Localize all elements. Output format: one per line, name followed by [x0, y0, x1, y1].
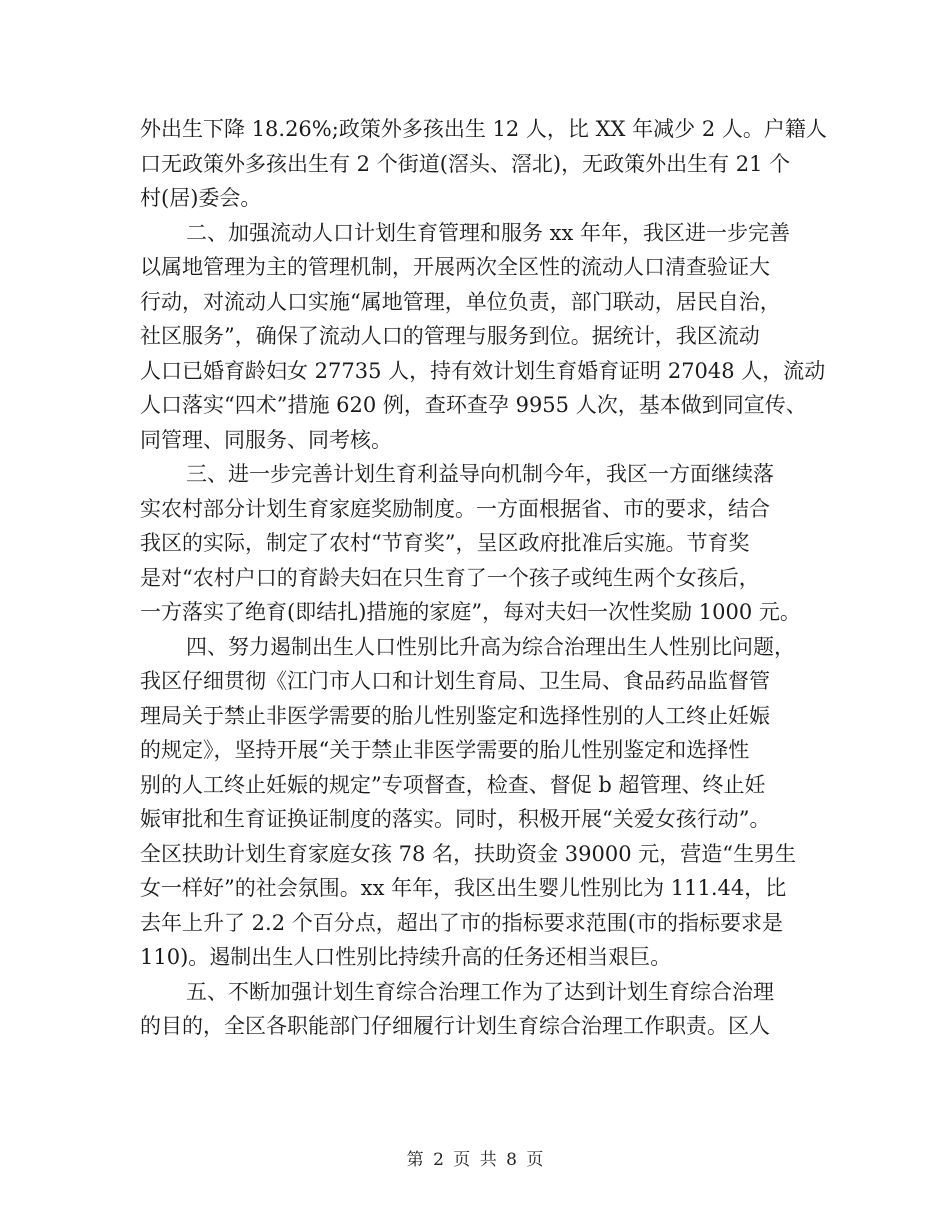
text-line: 行动，对流动人口实施“属地管理，单位负责，部门联动，居民自治，: [140, 289, 781, 314]
text-line: 的规定》，坚持开展“关于禁止非医学需要的胎儿性别鉴定和选择性: [140, 738, 750, 762]
section-heading-line: 三、进一步完善计划生育利益导向机制今年，我区一方面继续落: [186, 462, 774, 486]
text-line: 我区的实际，制定了农村“节育奖”，呈区政府批准后实施。节育奖: [140, 531, 750, 555]
body-text: [140, 112, 827, 1044]
text-line: 理局关于禁止非医学需要的胎儿性别鉴定和选择性别的人工终止妊娠: [140, 703, 770, 728]
page-footer: 第 2 页 共 8 页: [406, 1150, 544, 1170]
text-line: 去年上升了 2.2 个百分点，超出了市的指标要求范围(市的指标要求是: [140, 910, 783, 935]
text-line: 是对“农村户口的育龄夫妇在只生育了一个孩子或纯生两个女孩后，: [140, 565, 760, 590]
text-line: 女一样好”的社会氛围。xx 年年，我区出生婴儿性别比为 111.44，比: [140, 876, 787, 900]
text-line: 娠审批和生育证换证制度的落实。同时，积极开展“关爱女孩行动”。: [140, 807, 771, 831]
text-line: 我区仔细贯彻《江门市人口和计划生育局、卫生局、食品药品监督管: [140, 669, 770, 693]
text-line: 人口落实“四术”措施 620 例，查环查孕 9955 人次，基本做到同宣传、: [140, 393, 807, 417]
text-line: 全区扶助计划生育家庭女孩 78 名，扶助资金 39000 元，营造“生男生: [140, 841, 796, 866]
text-line: 实农村部分计划生育家庭奖励制度。一方面根据省、市的要求，结合: [140, 496, 770, 521]
text-line: 口无政策外多孩出生有 2 个街道(滘头、滘北)，无政策外出生有 21 个: [140, 151, 791, 176]
text-line: 村(居)委会。: [140, 186, 262, 210]
text-line: 110)。遏制出生人口性别比持续升高的任务还相当艰巨。: [140, 945, 672, 969]
section-heading-line: 四、努力遏制出生人口性别比升高为综合治理出生人性别比问题，: [186, 634, 795, 659]
text-line: 社区服务”，确保了流动人口的管理与服务到位。据统计，我区流动: [140, 324, 760, 348]
text-line: 人口已婚育龄妇女 27735 人，持有效计划生育婚育证明 27048 人，流动: [140, 358, 826, 383]
text-line: 一方落实了绝育(即结扎)措施的家庭”，每对夫妇一次性奖励 1000 元。: [140, 600, 801, 624]
text-line: 别的人工终止妊娠的规定”专项督查，检查、督促 b 超管理、终止妊: [140, 772, 766, 797]
text-line: 以属地管理为主的管理机制，开展两次全区性的流动人口清查验证大: [140, 255, 770, 279]
section-heading-line: 二、加强流动人口计划生育管理和服务 xx 年年，我区进一步完善: [186, 220, 791, 245]
text-line: 的目的，全区各职能部门仔细履行计划生育综合治理工作职责。区人: [140, 1014, 770, 1038]
text-line: 外出生下降 18.26%;政策外多孩出生 12 人，比 XX 年减少 2 人。户籍人: [140, 117, 827, 141]
section-heading-line: 五、不断加强计划生育综合治理工作为了达到计划生育综合治理: [186, 979, 774, 1004]
text-line: 同管理、同服务、同考核。: [140, 427, 392, 452]
